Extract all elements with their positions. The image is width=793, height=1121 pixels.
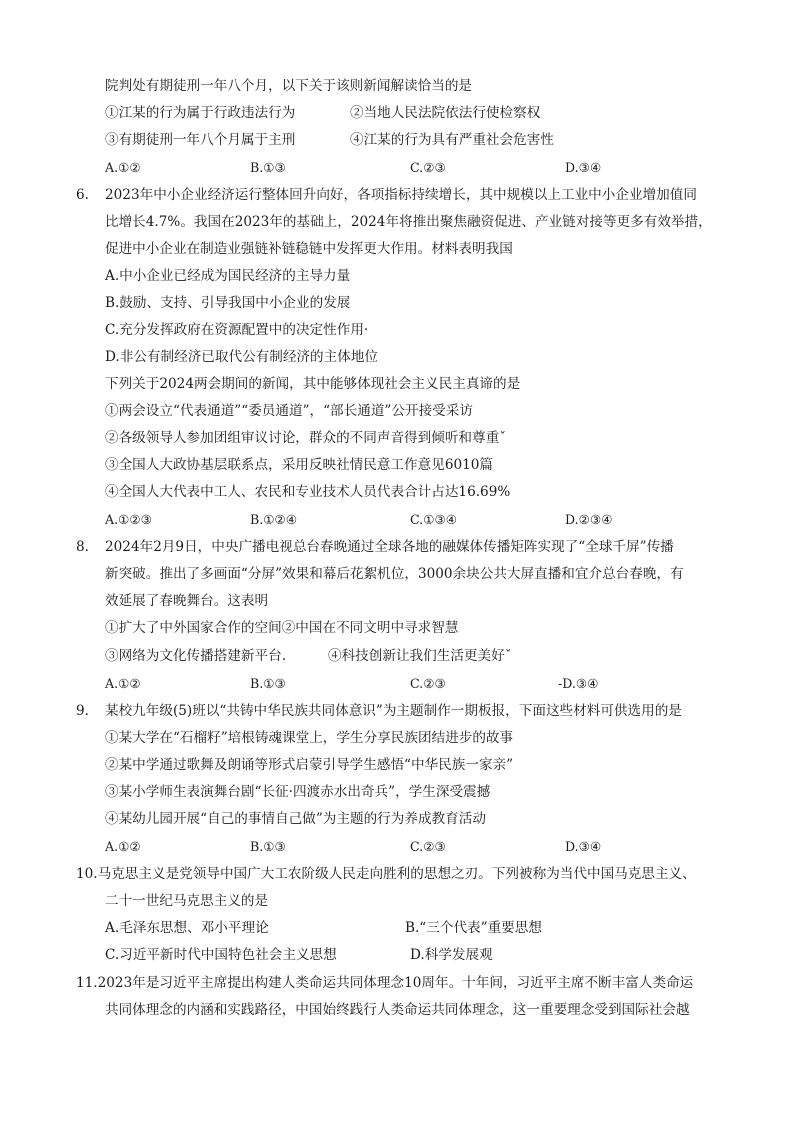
q9-statement-3: ③某小学师生表演舞台剧“长征·四渡赤水出奇兵”，学生深受震撼 [105,784,491,800]
q6-option-a[interactable]: A.中小企业已经成为国民经济的主导力量 [105,268,351,284]
q8-statement-4: ④科技创新让我们生活更美好ˇ [328,648,512,664]
q6-option-c[interactable]: C.充分发挥政府在资源配置中的决定性作用· [105,322,369,338]
q5-option-c[interactable]: C.②③ [410,160,446,175]
q9-option-b[interactable]: B.①③ [250,839,286,854]
q8-option-d[interactable]: -D.③④ [558,676,599,691]
q7-stem: 下列关于2024两会期间的新闻，其中能够体现社会主义民主真谛的是 [105,376,521,392]
q9-statement-2: ②某中学通过歌舞及朗诵等形式启蒙引导学生感悟“中华民族一家亲” [105,757,514,773]
q8-number: 8. [76,539,89,555]
q5-stem-tail: 院判处有期徒刑一年八个月，以下关于该则新闻解读恰当的是 [105,78,473,94]
q10-option-a[interactable]: A.毛泽东思想、邓小平理论 [105,920,269,936]
q10-stem-line-1: 10.马克思主义是党领导中国广大工农阶级人民走向胜利的思想之刃。下列被称为当代中国马克思主义、 [76,866,696,882]
q8-stem-line-1: 2024年2月9日，中央广播电视总台春晚通过全球各地的融媒体传播矩阵实现了“全球千屏”传播 [105,539,674,555]
q5-statement-4: ④江某的行为具有严重社会危害性 [350,132,554,148]
q7-option-c[interactable]: C.①③④ [410,512,458,527]
q8-option-b[interactable]: B.①③ [250,676,286,691]
q5-option-b[interactable]: B.①③ [250,160,286,175]
q8-option-a[interactable]: A.①② [105,676,141,691]
q7-option-a[interactable]: A.①②③ [105,512,152,527]
q6-option-b[interactable]: B.鼓励、支持、引导我国中小企业的发展 [105,295,351,311]
q9-number: 9. [76,703,89,719]
q7-statement-2: ②各级领导人参加团组审议讨论，群众的不同声音得到倾听和尊重ˇ [105,430,507,446]
q7-statement-1: ①两会设立“代表通道”“委员通道”，“部长通道”公开接受采访 [105,403,473,419]
q6-stem-line-2: 比增长4.7%。我国在2023年的基础上，2024年将推出聚焦融资促进、产业链对接等更多有效举措， [105,214,712,230]
q5-option-d[interactable]: D.③④ [565,160,602,175]
q5-statement-2: ②当地人民法院依法行使检察权 [350,105,541,121]
q5-option-a[interactable]: A.①② [105,160,141,175]
q9-statement-4: ④某幼儿园开展“自己的事情自己做”为主题的行为养成教育活动 [105,811,486,827]
q9-statement-1: ①某大学在“石榴籽”培根铸魂课堂上，学生分享民族团结进步的故事 [105,730,514,746]
q5-statement-3: ③有期徒刑一年八个月属于主刑 [105,132,296,148]
q8-statement-3: ③网络为文化传播搭建新平台. [105,648,287,664]
q11-stem-line-2: 共同体理念的内涵和实践路径，中国始终践行人类命运共同体理念，这一重要理念受到国际社会越 [105,1002,690,1018]
q11-stem-line-1: 11.2023年是习近平主席提出构建人类命运共同体理念10周年。十年间，习近平主席不断丰富人类命运 [76,975,694,991]
q10-option-b[interactable]: B.“三个代表”重要思想 [405,920,542,936]
q8-statements-1-2: ①扩大了中外国家合作的空间②中国在不同文明中寻求智慧 [105,620,459,636]
q5-statement-1: ①江某的行为属于行政违法行为 [105,105,296,121]
q10-stem-line-2: 二十一世纪马克思主义的是 [105,893,269,909]
q7-option-d[interactable]: D.②③④ [565,512,613,527]
q6-stem-line-1: 2023年中小企业经济运行整体回升向好，各项指标持续增长，其中规模以上工业中小企业增加值同 [105,187,697,203]
q9-option-c[interactable]: C.②③ [410,839,446,854]
q8-stem-line-2: 新突破。推出了多画面“分屏”效果和幕后花絮机位，3000余块公共大屏直播和宜介总台春晚，有 [105,566,684,582]
q10-option-d[interactable]: D.科学发展观 [410,947,493,963]
q10-option-c[interactable]: C.习近平新时代中国特色社会主义思想 [105,947,337,963]
q8-stem-line-3: 效延展了春晚舞台。这表明 [105,593,269,609]
q8-option-c[interactable]: C.②③ [410,676,446,691]
q7-statement-3: ③全国人大政协基层联系点，采用反映社情民意工作意见6010篇 [105,457,494,473]
q6-number: 6. [76,187,89,203]
q6-option-d[interactable]: D.非公有制经济已取代公有制经济的主体地位 [105,349,379,365]
q9-option-a[interactable]: A.①② [105,839,141,854]
q9-stem: 某校九年级(5)班以“共铸中华民族共同体意识”为主题制作一期板报，下面这些材料可供选用的是 [105,703,682,719]
q7-option-b[interactable]: B.①②④ [250,512,298,527]
q9-option-d[interactable]: D.③④ [565,839,602,854]
q7-statement-4: ④全国人大代表中工人、农民和专业技术人员代表合计占达16.69% [105,484,511,500]
q6-stem-line-3: 促进中小企业在制造业强链补链稳链中发挥更大作用。材料表明我国 [105,241,513,257]
